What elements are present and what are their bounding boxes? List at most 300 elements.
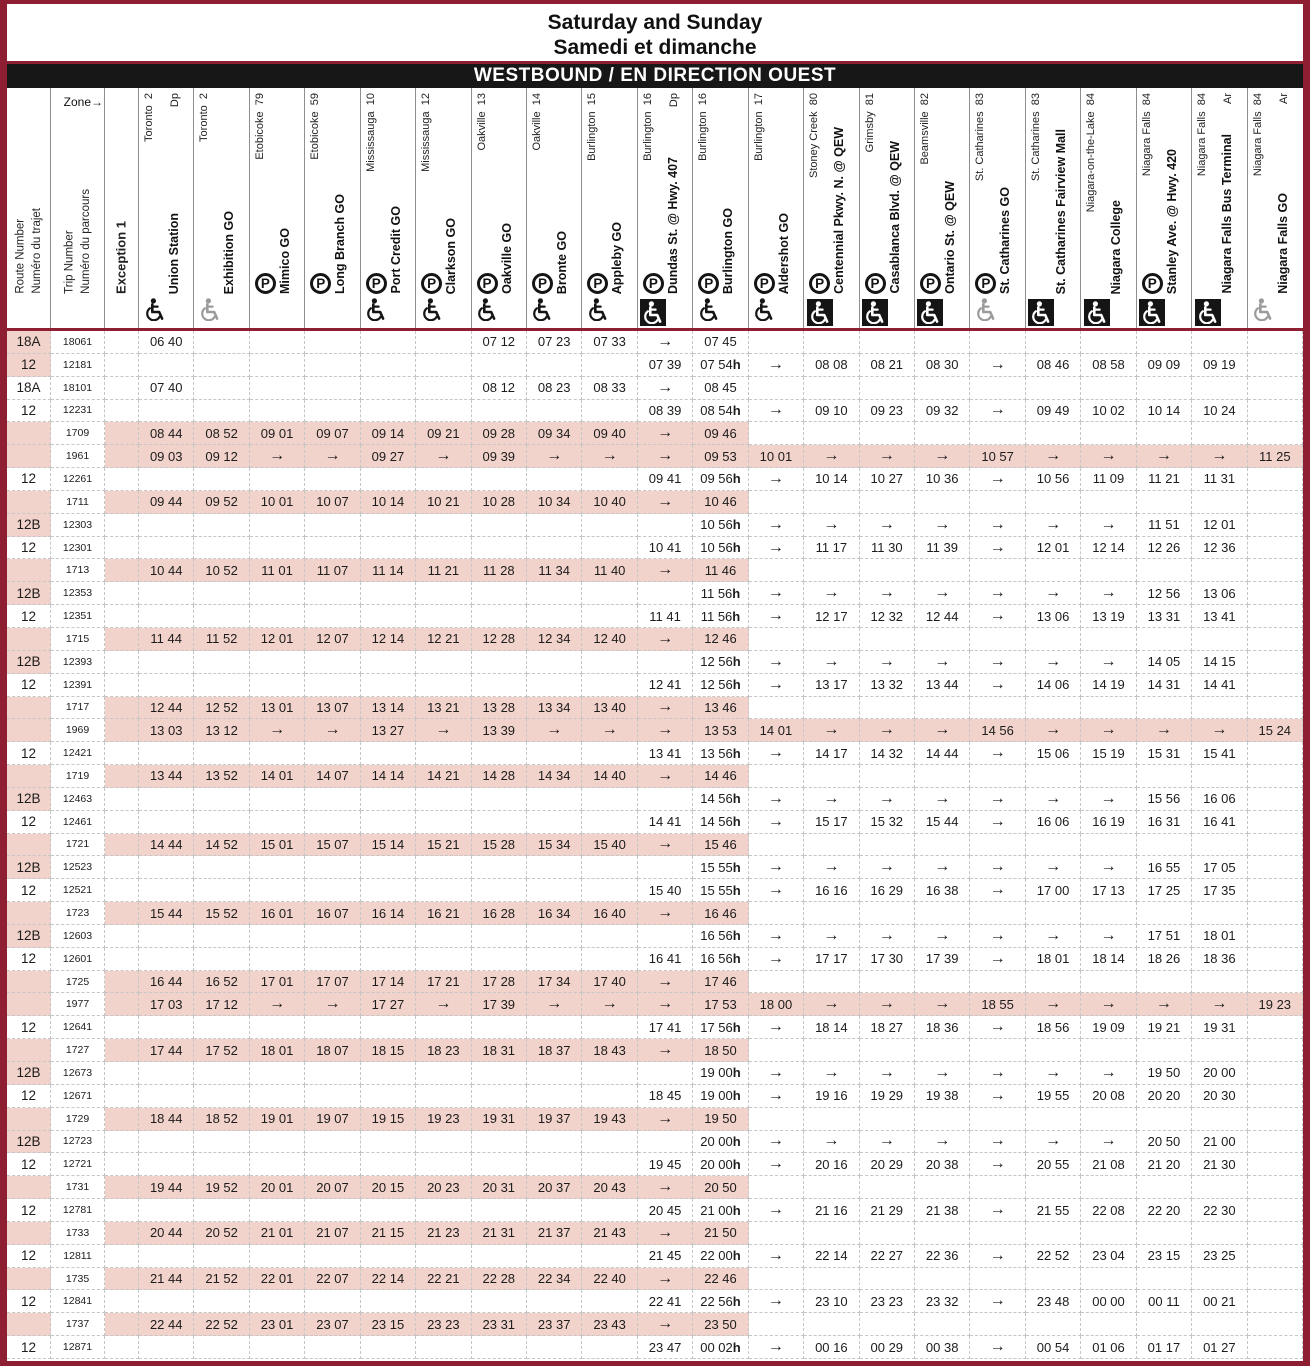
- time-cell: [1192, 1108, 1247, 1131]
- exception-cell: [105, 400, 139, 423]
- through-arrow-icon: →: [823, 447, 840, 465]
- time-cell: [638, 697, 693, 720]
- exception-cell: [105, 1176, 139, 1199]
- time-cell: [749, 742, 804, 765]
- time-cell: [527, 742, 582, 765]
- time-cell: 11 17: [804, 537, 859, 560]
- time-cell: 13 06: [1192, 582, 1247, 605]
- time-cell: 15 17: [804, 811, 859, 834]
- time-cell: 10 14: [1137, 400, 1192, 423]
- time-cell: [472, 948, 527, 971]
- through-arrow-icon: →: [657, 1041, 674, 1059]
- time-cell: [194, 331, 249, 354]
- exception-cell: [105, 445, 139, 468]
- time-cell: [915, 445, 970, 468]
- time-cell: [1081, 993, 1136, 1016]
- time-cell: [250, 993, 305, 1016]
- time-cell: 22 21: [416, 1268, 471, 1291]
- time-cell: [860, 651, 915, 674]
- time-cell: 01 27: [1192, 1336, 1247, 1359]
- exception-cell: [105, 856, 139, 879]
- time-cell: [305, 1336, 360, 1359]
- time-cell: [194, 651, 249, 674]
- through-arrow-icon: →: [823, 584, 840, 602]
- time-cell: [970, 559, 1025, 582]
- time-cell: [1192, 491, 1247, 514]
- route-cell: [7, 993, 51, 1016]
- station-header-burlington-go: [693, 88, 748, 328]
- time-cell: 09 44: [139, 491, 194, 514]
- time-cell: 17 46: [693, 971, 748, 994]
- time-cell: 20 50: [1137, 1131, 1192, 1154]
- station-header-aldershot-go: [749, 88, 804, 328]
- through-arrow-icon: →: [989, 858, 1006, 876]
- time-cell: [804, 1062, 859, 1085]
- time-cell: [970, 742, 1025, 765]
- time-cell: 10 24: [1192, 400, 1247, 423]
- route-cell: 12B: [7, 514, 51, 537]
- time-cell: [638, 491, 693, 514]
- time-cell: [305, 1290, 360, 1313]
- time-cell: [1026, 971, 1081, 994]
- time-cell: [970, 1199, 1025, 1222]
- parking-slot: [643, 270, 664, 296]
- wheelchair-slot: [477, 299, 497, 325]
- time-cell: [1192, 331, 1247, 354]
- time-cell: [638, 1108, 693, 1131]
- time-cell: [305, 400, 360, 423]
- time-cell: [749, 331, 804, 354]
- time-cell: [416, 811, 471, 834]
- time-cell: [527, 582, 582, 605]
- h-flag: h: [732, 677, 741, 693]
- time-cell: 20 31: [472, 1176, 527, 1199]
- wheelchair-icon: [366, 298, 386, 326]
- trip-cell: 12181: [51, 354, 105, 377]
- time-cell: [638, 1062, 693, 1085]
- time-cell: 13 17: [804, 674, 859, 697]
- time-cell: 14 52: [194, 834, 249, 857]
- station-zone: [1140, 93, 1154, 176]
- route-cell: [7, 765, 51, 788]
- trip-cell: 1961: [51, 445, 105, 468]
- time-cell: 08 54 h: [693, 400, 748, 423]
- time-cell: 11 21: [1137, 468, 1192, 491]
- time-cell: [638, 1131, 693, 1154]
- time-cell: 12 17: [804, 605, 859, 628]
- station-zone-text: Burlington 16: [641, 93, 654, 161]
- time-cell: [250, 537, 305, 560]
- station-zone: [585, 93, 599, 161]
- time-cell: 08 52: [194, 422, 249, 445]
- time-cell: 14 40: [582, 765, 637, 788]
- route-cell: 12: [7, 1199, 51, 1222]
- through-arrow-icon: →: [657, 378, 674, 396]
- wheelchair-icon: [1195, 299, 1221, 326]
- time-cell: [139, 514, 194, 537]
- time-cell: 08 39: [638, 400, 693, 423]
- time-cell: [970, 1016, 1025, 1039]
- time-cell: [804, 628, 859, 651]
- time-cell: [638, 582, 693, 605]
- through-arrow-icon: →: [989, 1086, 1006, 1104]
- time-cell: 17 00: [1026, 879, 1081, 902]
- through-arrow-icon: →: [1100, 995, 1117, 1013]
- time-cell: 09 27: [361, 445, 416, 468]
- time-cell: [1192, 1222, 1247, 1245]
- time-cell: [915, 1222, 970, 1245]
- time-cell: [527, 1062, 582, 1085]
- time-cell: 17 39: [915, 948, 970, 971]
- time-cell: 21 43: [582, 1222, 637, 1245]
- time-cell: [582, 468, 637, 491]
- time-cell: [416, 605, 471, 628]
- through-arrow-icon: →: [1155, 995, 1172, 1013]
- time-cell: 19 09: [1081, 1016, 1136, 1039]
- through-arrow-icon: →: [767, 949, 784, 967]
- through-arrow-icon: →: [1100, 515, 1117, 533]
- exception-label-text: Exception 1: [113, 221, 129, 294]
- station-name: [1053, 129, 1069, 294]
- wheelchair-slot: [754, 299, 774, 325]
- exception-cell: [105, 1062, 139, 1085]
- station-zone: [253, 93, 267, 160]
- time-cell: [1192, 834, 1247, 857]
- time-cell: [527, 445, 582, 468]
- time-cell: 14 34: [527, 765, 582, 788]
- time-cell: [915, 719, 970, 742]
- station-name-text: Burlington GO: [721, 207, 736, 294]
- station-name: [443, 218, 459, 294]
- time-cell: [804, 1108, 859, 1131]
- station-zone: [142, 93, 156, 142]
- time-cell: [527, 1153, 582, 1176]
- time-cell: 10 02: [1081, 400, 1136, 423]
- time-cell: 13 21: [416, 697, 471, 720]
- through-arrow-icon: →: [767, 1155, 784, 1173]
- through-arrow-icon: →: [989, 1338, 1006, 1356]
- time-cell: 10 27: [860, 468, 915, 491]
- station-zone: [973, 93, 987, 181]
- station-icons: [418, 270, 445, 325]
- time-cell: [1137, 331, 1192, 354]
- time-cell: 22 07: [305, 1268, 360, 1291]
- through-arrow-icon: →: [1211, 995, 1228, 1013]
- time-cell: [361, 1199, 416, 1222]
- time-cell: [416, 1131, 471, 1154]
- station-zone: [197, 93, 211, 142]
- wheelchair-slot: [976, 299, 996, 325]
- time-cell: [139, 1290, 194, 1313]
- time-cell: [804, 925, 859, 948]
- through-arrow-icon: →: [989, 926, 1006, 944]
- exception-cell: [105, 331, 139, 354]
- time-cell: [804, 765, 859, 788]
- time-cell: 09 40: [582, 422, 637, 445]
- time-cell: [139, 879, 194, 902]
- trip-cell: 1721: [51, 834, 105, 857]
- time-cell: [250, 1199, 305, 1222]
- time-cell: 16 21: [416, 902, 471, 925]
- station-icons: [751, 270, 778, 325]
- route-cell: 12B: [7, 651, 51, 674]
- time-cell: [749, 537, 804, 560]
- exception-cell: [105, 1313, 139, 1336]
- time-cell: 14 44: [139, 834, 194, 857]
- time-cell: 19 21: [1137, 1016, 1192, 1039]
- station-name: [887, 141, 903, 294]
- time-cell: 09 52: [194, 491, 249, 514]
- through-arrow-icon: →: [1045, 1132, 1062, 1150]
- time-cell: [472, 1062, 527, 1085]
- time-cell: [1248, 605, 1303, 628]
- time-cell: [305, 331, 360, 354]
- route-cell: 12: [7, 1085, 51, 1108]
- route-cell: [7, 628, 51, 651]
- time-cell: 20 20: [1137, 1085, 1192, 1108]
- time-cell: [749, 1085, 804, 1108]
- wheelchair-slot: [200, 299, 220, 325]
- through-arrow-icon: →: [601, 447, 618, 465]
- time-cell: [970, 1062, 1025, 1085]
- time-cell: 21 20: [1137, 1153, 1192, 1176]
- time-cell: [804, 993, 859, 1016]
- through-arrow-icon: →: [767, 1201, 784, 1218]
- time-cell: [250, 742, 305, 765]
- h-flag: h: [732, 585, 741, 601]
- wheelchair-icon: [477, 298, 497, 326]
- parking-icon: P: [754, 273, 775, 294]
- wheelchair-icon: [532, 298, 552, 326]
- station-zone: [1084, 93, 1098, 212]
- through-arrow-icon: →: [269, 447, 286, 465]
- time-cell: [970, 879, 1025, 902]
- time-cell: 15 41: [1192, 742, 1247, 765]
- time-cell: [305, 468, 360, 491]
- time-cell: [970, 491, 1025, 514]
- through-arrow-icon: →: [989, 538, 1006, 556]
- time-cell: [472, 1131, 527, 1154]
- station-zone: [419, 93, 433, 172]
- page-title: [7, 4, 1303, 61]
- time-cell: 13 53: [693, 719, 748, 742]
- time-cell: [250, 468, 305, 491]
- trip-cell: 12301: [51, 537, 105, 560]
- time-cell: [638, 331, 693, 354]
- time-cell: [804, 971, 859, 994]
- time-cell: [361, 400, 416, 423]
- time-cell: [361, 1245, 416, 1268]
- time-cell: [139, 674, 194, 697]
- time-cell: [1081, 628, 1136, 651]
- station-zone-text: St. Catharines 83: [974, 93, 987, 182]
- time-cell: [1192, 422, 1247, 445]
- time-cell: 14 19: [1081, 674, 1136, 697]
- route-number-label: [12, 208, 45, 294]
- time-cell: [582, 651, 637, 674]
- through-arrow-icon: →: [878, 1132, 895, 1150]
- trip-cell: 1709: [51, 422, 105, 445]
- station-zone-text: Burlington 15: [586, 93, 599, 161]
- through-arrow-icon: →: [989, 949, 1006, 967]
- through-arrow-icon: →: [1045, 1063, 1062, 1081]
- time-cell: [915, 1131, 970, 1154]
- time-cell: 11 40: [582, 559, 637, 582]
- station-header-stanley-ave-hwy-420: [1137, 88, 1192, 328]
- time-cell: 08 21: [860, 354, 915, 377]
- time-cell: [305, 879, 360, 902]
- station-zone-text: Niagara-on-the-Lake 84: [1085, 93, 1098, 213]
- time-cell: [1248, 514, 1303, 537]
- time-cell: [915, 1176, 970, 1199]
- through-arrow-icon: →: [989, 789, 1006, 807]
- station-name: [166, 213, 182, 294]
- exception-cell: [105, 514, 139, 537]
- time-cell: [582, 1131, 637, 1154]
- wheelchair-slot: [1084, 299, 1110, 325]
- station-header-appleby-go: [582, 88, 637, 328]
- through-arrow-icon: →: [767, 744, 784, 762]
- time-cell: [194, 582, 249, 605]
- through-arrow-icon: →: [657, 972, 674, 990]
- time-cell: 09 28: [472, 422, 527, 445]
- time-cell: 10 56: [1026, 468, 1081, 491]
- time-cell: [915, 971, 970, 994]
- time-cell: [527, 1290, 582, 1313]
- station-header-long-branch-go: [305, 88, 360, 328]
- time-cell: [472, 1016, 527, 1039]
- station-name: [1219, 134, 1235, 294]
- station-header-centennial-pkwy-n-qew: [804, 88, 859, 328]
- time-cell: [638, 377, 693, 400]
- time-cell: 12 01: [1026, 537, 1081, 560]
- trip-cell: 12523: [51, 856, 105, 879]
- trip-cell: 12303: [51, 514, 105, 537]
- station-zone: [1251, 93, 1265, 176]
- time-cell: [250, 582, 305, 605]
- through-arrow-icon: →: [1211, 721, 1228, 739]
- parking-slot: [421, 270, 442, 296]
- time-cell: [915, 1108, 970, 1131]
- time-cell: [527, 514, 582, 537]
- time-cell: [416, 1016, 471, 1039]
- time-cell: 19 52: [194, 1176, 249, 1199]
- time-cell: 15 40: [638, 879, 693, 902]
- time-cell: 10 56 h: [693, 514, 748, 537]
- time-cell: [582, 514, 637, 537]
- time-cell: 22 44: [139, 1313, 194, 1336]
- h-flag: h: [732, 745, 741, 761]
- wheelchair-slot: [1028, 299, 1054, 325]
- time-cell: [416, 1290, 471, 1313]
- time-cell: 16 38: [915, 879, 970, 902]
- trip-cell: 18101: [51, 377, 105, 400]
- time-cell: [305, 719, 360, 742]
- time-cell: [915, 925, 970, 948]
- time-cell: [1137, 719, 1192, 742]
- time-cell: 13 32: [860, 674, 915, 697]
- time-cell: [749, 1131, 804, 1154]
- through-arrow-icon: →: [324, 447, 341, 465]
- time-cell: 12 01: [250, 628, 305, 651]
- trip-cell: 1977: [51, 993, 105, 1016]
- time-cell: [1081, 834, 1136, 857]
- time-cell: [970, 834, 1025, 857]
- time-cell: [804, 445, 859, 468]
- time-cell: [638, 834, 693, 857]
- time-cell: [582, 1199, 637, 1222]
- time-cell: 16 19: [1081, 811, 1136, 834]
- time-cell: [860, 377, 915, 400]
- time-cell: 19 00 h: [693, 1085, 748, 1108]
- time-cell: 22 30: [1192, 1199, 1247, 1222]
- time-cell: 17 41: [638, 1016, 693, 1039]
- exception-label: [112, 221, 131, 294]
- time-cell: [527, 1199, 582, 1222]
- trip-cell: 12671: [51, 1085, 105, 1108]
- time-cell: [582, 674, 637, 697]
- time-cell: 23 32: [915, 1290, 970, 1313]
- time-cell: [1081, 719, 1136, 742]
- time-cell: [1248, 1062, 1303, 1085]
- time-cell: [1248, 628, 1303, 651]
- through-arrow-icon: →: [934, 447, 951, 465]
- time-cell: [416, 1062, 471, 1085]
- station-name: [665, 157, 681, 294]
- time-cell: [527, 948, 582, 971]
- time-cell: [1081, 1062, 1136, 1085]
- time-cell: [749, 1222, 804, 1245]
- time-cell: [1026, 422, 1081, 445]
- time-cell: [1248, 697, 1303, 720]
- time-cell: 13 19: [1081, 605, 1136, 628]
- time-cell: [804, 514, 859, 537]
- time-cell: [1248, 1245, 1303, 1268]
- station-header-st-catharines-fairview-mall: [1026, 88, 1081, 328]
- station-header-clarkson-go: [416, 88, 471, 328]
- time-cell: 20 30: [1192, 1085, 1247, 1108]
- time-cell: 22 00 h: [693, 1245, 748, 1268]
- through-arrow-icon: →: [989, 1155, 1006, 1173]
- h-flag: h: [732, 928, 741, 944]
- through-arrow-icon: →: [878, 858, 895, 876]
- time-cell: 07 45: [693, 331, 748, 354]
- station-icons: [1139, 270, 1166, 325]
- time-cell: 14 21: [416, 765, 471, 788]
- time-cell: [860, 628, 915, 651]
- time-cell: 13 28: [472, 697, 527, 720]
- parking-slot: [809, 270, 830, 296]
- time-cell: [472, 1085, 527, 1108]
- time-cell: [472, 1245, 527, 1268]
- time-cell: [472, 788, 527, 811]
- through-arrow-icon: →: [1045, 584, 1062, 602]
- through-arrow-icon: →: [989, 1063, 1006, 1081]
- through-arrow-icon: →: [435, 995, 452, 1013]
- through-arrow-icon: →: [823, 926, 840, 944]
- time-cell: 19 50: [693, 1108, 748, 1131]
- time-cell: [194, 1199, 249, 1222]
- through-arrow-icon: →: [269, 995, 286, 1013]
- time-cell: 18 44: [139, 1108, 194, 1131]
- time-cell: [250, 948, 305, 971]
- parking-slot: [698, 270, 719, 296]
- h-flag: h: [732, 402, 741, 418]
- wheelchair-icon: [699, 298, 719, 326]
- time-cell: [804, 1313, 859, 1336]
- through-arrow-icon: →: [767, 652, 784, 670]
- time-cell: 11 52: [194, 628, 249, 651]
